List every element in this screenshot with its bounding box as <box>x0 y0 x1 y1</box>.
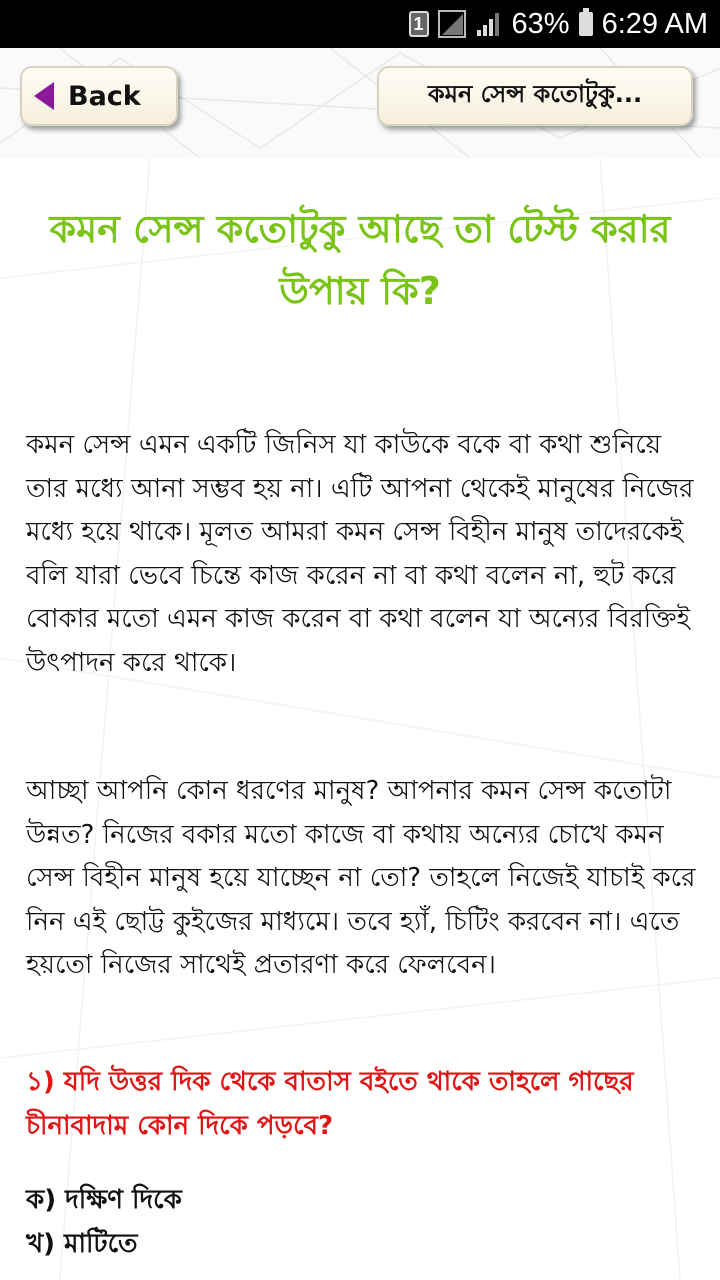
quiz-option: খ) মাটিতে <box>26 1229 138 1259</box>
back-label: Back <box>68 80 141 112</box>
signal-icon <box>475 10 503 38</box>
back-arrow-icon <box>34 82 54 110</box>
paragraph: আচ্ছা আপনি কোন ধরণের মানুষ? আপনার কমন সেন্স কতোটা উন্নত? নিজের বকার মতো কাজে বা কথায় অন্যের চোখে কমন সেন্স বিহীন মানুষ হয়ে যাচ্ছেন না তো? তাহলে নিজেই যাচাই করে নিন এই ছোট্ট কুইজের মাধ্যমে। তবে হ্যাঁ, চিটিং করবেন না। এতে হয়তো নিজের সাথেই প্রতারণা করে ফেলবেন। <box>26 776 696 980</box>
sim-icon: 1 <box>409 11 429 37</box>
quiz-question: ১) যদি উত্তর দিক থেকে বাতাস বইতে থাকে তাহলে গাছের চীনাবাদাম কোন দিকে পড়বে? <box>26 1067 634 1141</box>
quiz-option: ক) দক্ষিণ দিকে <box>26 1185 182 1215</box>
article-title-button[interactable]: কমন সেন্স কতোটুকু... <box>377 66 693 126</box>
back-button[interactable] <box>20 66 178 126</box>
battery-icon <box>579 12 593 36</box>
article-content[interactable] <box>0 158 720 1280</box>
battery-percent: 63% <box>511 7 570 40</box>
status-time: 6:29 AM <box>601 7 708 40</box>
page-title: কমন সেন্স কতোটুকু আছে তা টেস্ট করার উপায় কি? <box>49 207 671 313</box>
paragraph: কমন সেন্স এমন একটি জিনিস যা কাউকে বকে বা কথা শুনিয়ে তার মধ্যে আনা সম্ভব হয় না। এটি আপনা থেকেই মানুষের নিজের মধ্যে হয়ে থাকে। মূলত আমরা কমন সেন্স বিহীন মানুষ তাদেরকেই বলি যারা ভেবে চিন্তে কাজ করেন না বা কথা বলেন না, হুট করে বোকার মতো এমন কাজ করেন বা কথা বলেন যা অন্যের বিরক্তিই উৎপাদন করে থাকে। <box>26 430 694 678</box>
signal-icon <box>438 10 466 38</box>
status-bar <box>0 0 720 48</box>
toolbar <box>0 48 720 158</box>
